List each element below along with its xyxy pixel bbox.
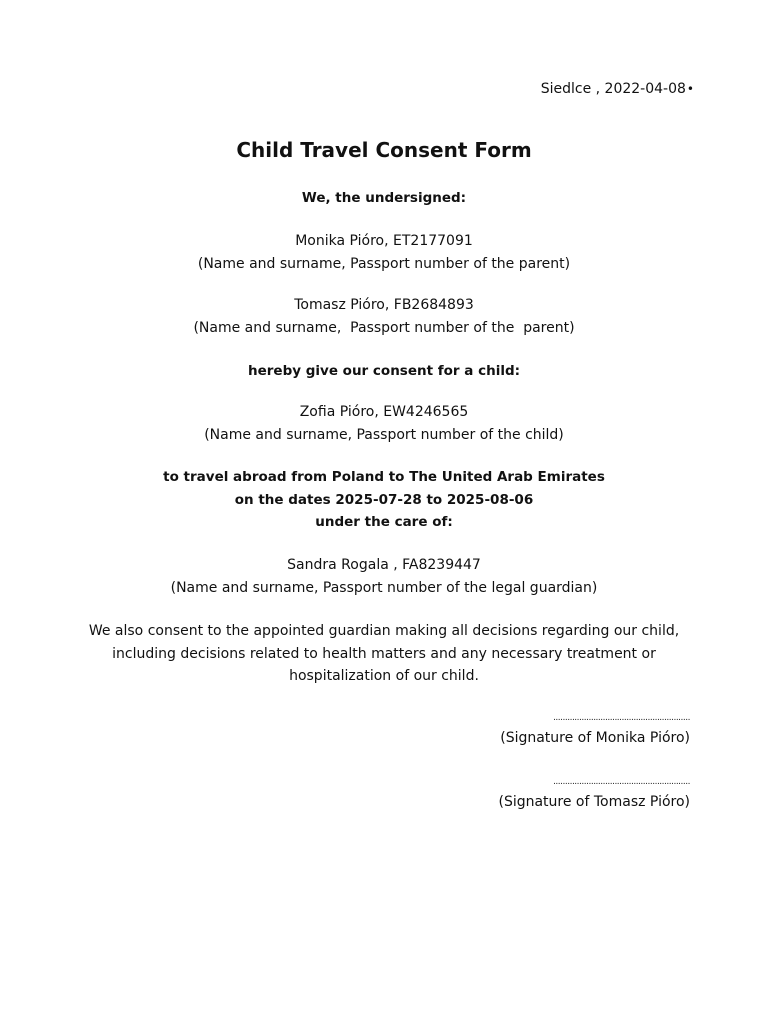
guardian-section: [0, 554, 768, 599]
parent2-name-passport: Tomasz Pióro, FB2684893: [294, 297, 474, 313]
parent1-section: [0, 230, 768, 275]
signature-line: ..........................................................: [553, 713, 690, 723]
place-date-text: Siedlce , 2022-04-08: [540, 81, 686, 97]
parent2-section: [0, 294, 768, 339]
signature-block-2: [498, 776, 690, 812]
child-name-passport: Zofia Pióro, EW4246565: [299, 404, 469, 420]
parent1-name-passport: Monika Pióro, ET2177091: [295, 233, 473, 249]
travel-dates: on the dates 2025-07-28 to 2025-08-06: [234, 491, 534, 508]
signature-block-1: [500, 712, 690, 748]
signature-label: (Signature of Monika Pióro): [500, 730, 690, 746]
child-caption: (Name and surname, Passport number of the child): [204, 426, 564, 443]
parent1-caption: (Name and surname, Passport number of the parent): [197, 255, 571, 272]
guardian-name-passport: Sandra Rogala , FA8239447: [287, 557, 481, 573]
signature-label: (Signature of Tomasz Pióro): [498, 794, 690, 810]
consent-heading: hereby give our consent for a child:: [247, 363, 521, 379]
place-and-date: [541, 81, 694, 97]
travel-destination: to travel abroad from Poland to The United Arab Emirates: [163, 469, 605, 485]
guardian-caption: (Name and surname, Passport number of the legal guardian): [170, 579, 598, 596]
undersigned-heading: We, the undersigned:: [301, 190, 467, 206]
consent-paragraph: We also consent to the appointed guardian making all decisions regarding our child, including decisions related to health matters and any necessary treatment or hospitalization of our child.: [88, 623, 680, 684]
travel-care-of: under the care of:: [315, 514, 453, 530]
travel-section: [0, 466, 768, 534]
signature-line: ..........................................................: [553, 777, 690, 787]
bullet-dot: •: [686, 82, 694, 96]
document-title: Child Travel Consent Form: [236, 138, 532, 162]
parent2-caption: (Name and surname, Passport number of the parent): [193, 319, 575, 336]
child-section: [0, 401, 768, 446]
